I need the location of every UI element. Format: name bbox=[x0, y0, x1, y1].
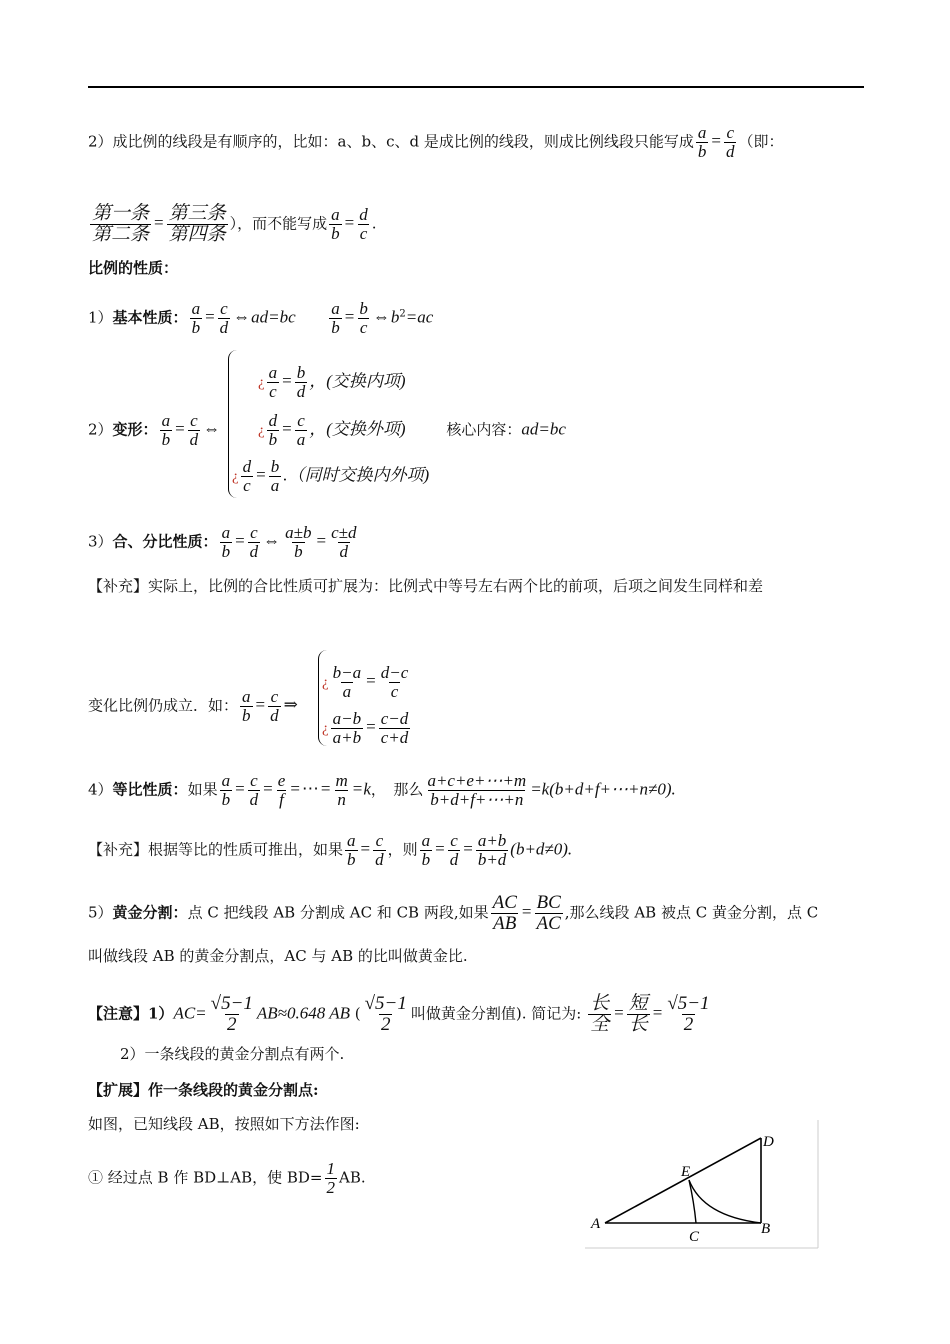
fraction-c-d: $\frac{c}{d}$ bbox=[249, 523, 259, 561]
item2-line2: $\frac{\text{第一条}}{\text{第二条}}$ = $\frac{\text{第三条}}{\text{第四条}}$ ），而不能写成 $\frac{a}{b}$ = $\frac{d}{c}$ . bbox=[92, 203, 377, 245]
note-two-points: 2）一条线段的黄金分割点有两个. bbox=[120, 1045, 345, 1063]
fraction-a-b: $\frac{a}{b}$ bbox=[221, 771, 231, 809]
transform-swap-outer: ¿ $\frac{d}{b}$ = $\frac{c}{a}$ ，(交换外项) 核心内容：ad=bc bbox=[258, 411, 566, 449]
fraction-b-a: $\frac{b}{a}$ bbox=[270, 457, 280, 495]
fraction-c-d: $\frac{c}{d}$ bbox=[270, 687, 279, 725]
supplement-1: 【补充】实际上，比例的合比性质可扩展为：比例式中等号左右两个比的前项，后项之间发生同样和差 bbox=[88, 577, 764, 595]
fraction-long-whole: $\frac{\text{长}}{\text{全}}$ bbox=[590, 993, 610, 1035]
diff-form-1: ¿ $\frac{b-a}{a}$ = $\frac{d-c}{c}$ bbox=[322, 663, 409, 701]
extension-step1: ① 经过点 B 作 BD⊥AB，使 BD= $\frac{1}{2}$ AB. bbox=[88, 1159, 366, 1197]
fraction-first-second: $\frac{\text{第一条}}{\text{第二条}}$ bbox=[92, 203, 150, 245]
fraction-golden: $\frac{√5-1}{2}$ bbox=[667, 993, 710, 1035]
transform-swap-both: ¿ $\frac{d}{c}$ = $\frac{b}{a}$ .（同时交换内外项) bbox=[232, 457, 430, 495]
fraction-b-c: $\frac{b}{c}$ bbox=[359, 299, 368, 337]
label-a: A bbox=[591, 1216, 601, 1232]
property-golden: 5）黄金分割：点 C 把线段 AB 分割成 AC 和 CB 两段,如果 $\frac{AC}{AB}$ = $\frac{BC}{AC}$ ,那么线段 AB 被点 C 黄金分割，点 C bbox=[88, 892, 819, 934]
fraction-one-half: $\frac{1}{2}$ bbox=[326, 1159, 335, 1197]
fraction-a-b: $\frac{a}{b}$ bbox=[161, 411, 171, 449]
fraction-ac-ab: $\frac{AC}{AB}$ bbox=[492, 892, 517, 934]
fraction-c-a: $\frac{c}{a}$ bbox=[296, 411, 306, 449]
fraction-a-b: $\frac{a}{b}$ bbox=[421, 831, 431, 869]
transform-swap-inner: ¿ $\frac{a}{c}$ = $\frac{b}{d}$ ，(交换内项) bbox=[258, 363, 406, 401]
fraction-third-fourth: $\frac{\text{第三条}}{\text{第四条}}$ bbox=[168, 203, 226, 245]
fraction-a-c: $\frac{a}{c}$ bbox=[268, 363, 278, 401]
fraction-a-b: $\frac{a}{b}$ bbox=[242, 687, 251, 725]
fraction-d-c: $\frac{d}{c}$ bbox=[242, 457, 252, 495]
header-rule bbox=[88, 86, 864, 88]
fraction-a-b: $\frac{a}{b}$ bbox=[697, 123, 707, 161]
fraction-d-b: $\frac{d}{b}$ bbox=[268, 411, 278, 449]
fraction-c-d: $\frac{c}{d}$ bbox=[189, 411, 199, 449]
fraction-a-b: $\frac{a}{b}$ bbox=[331, 299, 340, 337]
fraction-c-d: $\frac{c}{d}$ bbox=[249, 771, 259, 809]
fraction-apc-bpd: $\frac{a+b}{b+d}$ bbox=[477, 831, 507, 869]
fraction-short-long: $\frac{\text{短}}{\text{长}}$ bbox=[628, 993, 648, 1035]
arc-e-to-b bbox=[689, 1180, 761, 1223]
fraction-m-n: $\frac{m}{n}$ bbox=[335, 771, 348, 809]
property-transform: 2）变形： $\frac{a}{b}$ = $\frac{c}{d}$ ⇔ bbox=[88, 411, 221, 449]
fraction-dmc-c: $\frac{d-c}{c}$ bbox=[380, 663, 409, 701]
label-d: D bbox=[763, 1134, 774, 1150]
golden-definition: 叫做线段 AB 的黄金分割点，AC 与 AB 的比叫做黄金比. bbox=[88, 947, 468, 965]
property-equal-ratio: 4）等比性质：如果 $\frac{a}{b}$ = $\frac{c}{d}$ = $\frac{e}{f}$ = ⋯ = $\frac{m}{n}$ =k， 那么 $\frac{a+c+e+\cdots+m}{b+d+f+\cdots+n}$ =k(b+d+f+⋯+n≠0). bbox=[88, 771, 676, 809]
note-golden-value: 【注意】1）AC= $\frac{√5-1}{2}$ AB≈0.648 AB ( $\frac{√5-1}{2}$ 叫做黄金分割值). 简记为: $\frac{\text{长}}{\text{全}}$ = $\frac{\text{短}}{\text{长}}$ = $\frac{√5-1}{2}$ bbox=[88, 993, 710, 1035]
fraction-c-d: $\frac{c}{d}$ bbox=[219, 299, 229, 337]
segment-ad bbox=[605, 1138, 761, 1223]
fraction-amb-apb: $\frac{a-b}{a+b}$ bbox=[332, 709, 362, 747]
fraction-a-b: $\frac{a}{b}$ bbox=[347, 831, 356, 869]
label-e: E bbox=[681, 1164, 691, 1180]
fraction-a-b: $\frac{a}{b}$ bbox=[191, 299, 201, 337]
fraction-golden: $\frac{√5-1}{2}$ bbox=[364, 993, 407, 1035]
property-sum-diff: 3）合、分比性质： $\frac{a}{b}$ = $\frac{c}{d}$ ⇔ $\frac{a\pm b}{b}$ = $\frac{c\pm d}{d}$ bbox=[88, 523, 357, 561]
properties-heading: 比例的性质： bbox=[88, 259, 179, 277]
diff-form-2: ¿ $\frac{a-b}{a+b}$ = $\frac{c-d}{c+d}$ bbox=[322, 709, 409, 747]
fraction-a-b: $\frac{a}{b}$ bbox=[221, 523, 231, 561]
fraction-a-b: $\frac{a}{b}$ bbox=[331, 205, 340, 243]
fraction-c-d: $\frac{c}{d}$ bbox=[375, 831, 384, 869]
fraction-golden: $\frac{√5-1}{2}$ bbox=[210, 993, 253, 1035]
supplement-1-example: 变化比例仍成立．如： $\frac{a}{b}$ = $\frac{c}{d}$ ⇒ bbox=[88, 687, 298, 725]
fraction-c-d: $\frac{c}{d}$ bbox=[449, 831, 459, 869]
label-c: C bbox=[689, 1229, 700, 1245]
fraction-bc-ac: $\frac{BC}{AC}$ bbox=[536, 892, 561, 934]
extension-intro: 如图，已知线段 AB，按照如下方法作图: bbox=[88, 1115, 360, 1133]
fraction-b-d: $\frac{b}{d}$ bbox=[296, 363, 306, 401]
item2-line1: 2）成比例的线段是有顺序的，比如：a、b、c、d 是成比例的线段，则成比例线段只能写成 $\frac{a}{b}$ = $\frac{c}{d}$ （即： bbox=[88, 123, 784, 161]
supplement-2: 【补充】根据等比的性质可推出，如果 $\frac{a}{b}$ = $\frac{c}{d}$ ，则 $\frac{a}{b}$ = $\frac{c}{d}$ = $\frac{a+b}{b+d}$ (b+d≠0). bbox=[88, 831, 573, 869]
fraction-cmd-cpd: $\frac{c-d}{c+d}$ bbox=[380, 709, 409, 747]
label-b: B bbox=[761, 1221, 771, 1237]
property-basic: 1）基本性质： $\frac{a}{b}$ = $\frac{c}{d}$ ⇔ad=bc $\frac{a}{b}$ = $\frac{b}{c}$ $\Leftrightarrow b^2=ac$ bbox=[88, 299, 434, 337]
fraction-sum: $\frac{a+c+e+\cdots+m}{b+d+f+\cdots+n}$ bbox=[427, 771, 527, 809]
fraction-bma-a: $\frac{b-a}{a}$ bbox=[332, 663, 362, 701]
fraction-cpmd-d: $\frac{c\pm d}{d}$ bbox=[331, 523, 357, 561]
fraction-c-d: $\frac{c}{d}$ bbox=[725, 123, 735, 161]
golden-section-diagram bbox=[585, 1120, 821, 1250]
fraction-d-c: $\frac{d}{c}$ bbox=[359, 205, 368, 243]
fraction-apmb-b: $\frac{a\pm b}{b}$ bbox=[285, 523, 312, 561]
extension-heading: 【扩展】作一条线段的黄金分割点: bbox=[88, 1081, 319, 1099]
fraction-e-f: $\frac{e}{f}$ bbox=[277, 771, 286, 809]
